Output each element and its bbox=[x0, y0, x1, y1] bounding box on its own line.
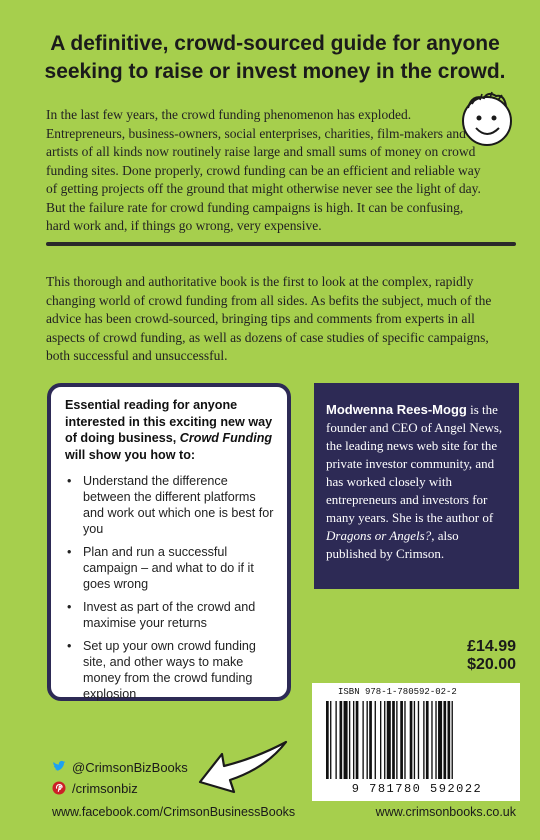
barcode-bar bbox=[349, 701, 350, 779]
book-title: Crowd Funding bbox=[179, 431, 273, 445]
barcode-bar bbox=[452, 701, 453, 779]
author-name: Modwenna Rees-Mogg bbox=[326, 402, 467, 417]
list-item: • Set up your own crowd funding site, and other ways to make money from the crowd funding explosion bbox=[67, 639, 256, 701]
price-gbp: £14.99 bbox=[467, 638, 516, 655]
barcode-bar bbox=[362, 701, 363, 779]
pinterest-handle[interactable]: /crimsonbiz bbox=[52, 781, 138, 796]
author-bio-box: Modwenna Rees-Mogg is the founder and CEO of Angel News, the leading news web site for the private investor community, and has worked closely with entrepreneurs and investors for many years. She is the author of Dragons or Angels?, also published by Crimson. bbox=[314, 383, 519, 589]
barcode-bar bbox=[380, 701, 381, 779]
barcode-bar bbox=[387, 701, 391, 779]
barcode-bar bbox=[330, 701, 331, 779]
barcode-bar bbox=[443, 701, 446, 779]
barcode-bar bbox=[384, 701, 385, 779]
pinterest-icon bbox=[52, 781, 66, 795]
barcode-bar bbox=[423, 701, 424, 779]
benefits-list bbox=[65, 473, 277, 702]
barcode-bar bbox=[418, 701, 419, 779]
barcode-bar bbox=[392, 701, 395, 779]
facebook-link[interactable]: www.facebook.com/CrimsonBusinessBooks bbox=[52, 805, 296, 819]
twitter-handle[interactable]: @CrimsonBizBooks bbox=[52, 760, 188, 775]
barcode-bar bbox=[426, 701, 429, 779]
barcode-bar bbox=[340, 701, 343, 779]
barcode-bar bbox=[356, 701, 359, 779]
intro-paragraph: In the last few years, the crowd funding phenomenon has exploded. Entrepreneurs, business-owners, social enterprises, charities, film-makers and artists of all kinds now routinely raise large and small sums of money on crowd funding sites. Done properly, crowd funding can be an efficient and reliable way of getting projects off the ground that might otherwise never see the light of day. But the failure rate for crowd funding campaigns is high. It can be confusing, hard work and, if things go wrong, very expensive. bbox=[46, 107, 481, 233]
barcode bbox=[324, 701, 510, 781]
price-usd: $20.00 bbox=[467, 656, 516, 673]
barcode-bar bbox=[400, 701, 403, 779]
barcode-bar bbox=[375, 701, 376, 779]
arrow-icon bbox=[196, 736, 292, 796]
barcode-bar bbox=[431, 701, 432, 779]
author-other-book: Dragons or Angels? bbox=[326, 528, 432, 543]
barcode-bar bbox=[367, 701, 368, 779]
bullet: • bbox=[67, 600, 72, 614]
headline: A definitive, crowd-sourced guide for anyone seeking to raise or invest money in the crowd. bbox=[44, 32, 506, 83]
barcode-box bbox=[312, 683, 520, 801]
website-link[interactable]: www.crimsonbooks.co.uk bbox=[375, 805, 516, 819]
barcode-bar bbox=[404, 701, 405, 779]
essential-reading-box bbox=[47, 383, 291, 701]
list-item: • Plan and run a successful campaign – and what to do if it goes wrong bbox=[67, 545, 254, 591]
barcode-bar bbox=[414, 701, 415, 779]
twitter-icon bbox=[52, 760, 66, 774]
list-item: • Understand the difference between the different platforms and work out which one is best for you bbox=[67, 474, 274, 536]
barcode-bar bbox=[438, 701, 442, 779]
bullet: • bbox=[67, 545, 72, 559]
essential-reading-intro: Essential reading for anyone interested in this exciting new way of doing business, Crowd Funding will show you how to: bbox=[65, 398, 273, 462]
barcode-bar bbox=[353, 701, 354, 779]
isbn-label: ISBN 978-1-780592-02-2 bbox=[338, 687, 457, 697]
barcode-bar bbox=[344, 701, 348, 779]
bullet: • bbox=[67, 639, 72, 653]
barcode-digits: 9 781780 592022 bbox=[351, 782, 483, 796]
barcode-bar bbox=[335, 701, 336, 779]
barcode-bar bbox=[410, 701, 413, 779]
barcode-bar bbox=[396, 701, 397, 779]
book-description-paragraph: This thorough and authoritative book is the first to look at the complex, rapidly changing world of crowd funding from all sides. As befits the subject, much of the advice has been crowd-sourced, bringing tips and comments from experts in all aspects of crowd funding, as well as dozens of case studies of specific campaigns, both successful and unsuccessful. bbox=[46, 274, 492, 363]
section-divider bbox=[46, 242, 516, 246]
barcode-bar bbox=[448, 701, 451, 779]
barcode-bar bbox=[326, 701, 329, 779]
barcode-bar bbox=[369, 701, 372, 779]
barcode-bar bbox=[435, 701, 436, 779]
bullet: • bbox=[67, 474, 72, 488]
list-item: • Invest as part of the crowd and maximise your returns bbox=[67, 600, 256, 630]
